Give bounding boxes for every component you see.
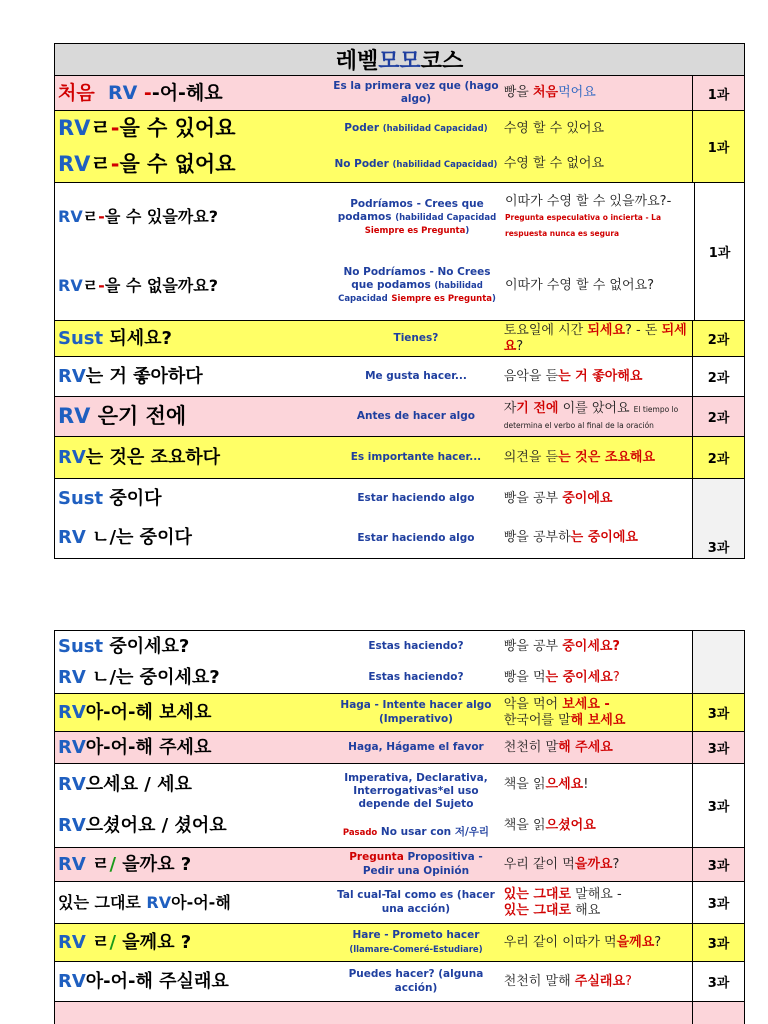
grammar-pattern: RV ㄴ/는 중이세요? xyxy=(58,666,220,688)
lesson-number: 3과 xyxy=(692,732,744,763)
table-row xyxy=(54,321,745,357)
example-sentence: 이따가 수영 할 수 없어요? xyxy=(505,277,655,293)
example-sentence: 의견을 듣는 것은 조요해요 xyxy=(503,449,656,465)
grammar-pattern: RV으셨어요 / 셨어요 xyxy=(58,815,227,837)
example-sentence: 빵을 공부하는 중이에요 xyxy=(503,530,638,546)
spanish-meaning: Es importante hacer... xyxy=(350,450,482,463)
spanish-meaning: No Podríamos - No Crees que podamos (habilidad Capacidad Siempre es Pregunta) xyxy=(338,266,496,305)
lesson-number: 1과 xyxy=(692,76,744,110)
lesson-number: 3과 xyxy=(692,882,744,923)
example-sentence: 토요일에 시간 되세요? - 돈 되세요? xyxy=(503,322,687,354)
example-sentence: 빵을 처음먹어요 xyxy=(503,85,596,101)
title-part: 레벨 xyxy=(335,49,379,74)
example-sentence: 수영 할 수 있어요 xyxy=(503,120,605,136)
example-sentence: 자기 전에 이를 았어요 El tiempo lo determina el verbo al final de la oración xyxy=(503,400,679,430)
spanish-meaning: Estar haciendo algo xyxy=(357,531,475,544)
grammar-pattern: Sust 되세요? xyxy=(58,327,172,349)
lesson-number: 3과 xyxy=(692,694,744,731)
grammar-pattern: RV는 것은 조요하다 xyxy=(58,446,221,468)
example-sentence: 악을 먹어 보세요 - 한국어를 말해 보세요 xyxy=(503,696,626,728)
table-row xyxy=(54,357,745,397)
table-row xyxy=(54,630,745,694)
grammar-pattern: RV아-어-헤 보세요 xyxy=(58,701,212,723)
lesson-number: 2과 xyxy=(692,437,744,478)
grammar-pattern: RVㄹ-을 수 있어요 xyxy=(58,116,236,141)
spanish-meaning: Antes de hacer algo xyxy=(356,409,475,422)
table-row xyxy=(54,848,745,882)
example-sentence: 음악을 듣는 거 좋아해요 xyxy=(503,368,643,384)
spanish-meaning: Podríamos - Crees que podamos (habilidad Capacidad Siempre es Pregunta) xyxy=(337,197,497,236)
table-row xyxy=(54,437,745,479)
grammar-pattern: RV아-어-해 주실래요 xyxy=(58,970,229,992)
lesson-number: 3과 xyxy=(692,848,744,881)
example-sentence: 빵을 공부 중이에요 xyxy=(503,490,613,506)
example-sentence: 책을 읽으셨어요 xyxy=(503,818,596,834)
spanish-meaning: Estas haciendo? xyxy=(368,670,464,683)
spanish-meaning: Poder (habilidad Capacidad) xyxy=(344,122,488,135)
lesson-number: 3과 xyxy=(692,924,744,961)
example-sentence: 우리 같이 먹을까요? xyxy=(503,856,620,872)
table-row xyxy=(54,732,745,764)
example-sentence: 우리 같이 이따가 먹을께요? xyxy=(503,934,662,950)
grammar-pattern: RVㄹ-을 수 없을까요? xyxy=(58,275,218,295)
lesson-number: 1과 xyxy=(694,183,744,320)
example-sentence: 빵을 공부 중이세요? xyxy=(503,638,620,654)
grammar-pattern: RV ㄹ/ 을까요 ? xyxy=(58,853,192,875)
grammar-pattern: 있는 그대로 RV아-어-해 xyxy=(58,892,231,912)
table-row xyxy=(54,882,745,924)
spanish-meaning: Puedes hacer? (alguna acción) xyxy=(348,968,484,994)
grammar-pattern: 처음 RV --어-헤요 xyxy=(58,81,223,104)
page-title xyxy=(54,43,745,75)
table-row xyxy=(54,764,745,848)
title-highlight: 모모 xyxy=(378,49,421,74)
example-sentence: 빵을 먹는 중이세요? xyxy=(503,669,620,685)
table-row-cut xyxy=(54,1002,745,1024)
spanish-meaning: Haga, Hágame el favor xyxy=(348,740,484,753)
title-part: 코스 xyxy=(420,49,464,74)
lesson-number: 3과 xyxy=(692,962,744,1001)
table-row xyxy=(54,397,745,437)
grammar-pattern: RV으세요 / 세요 xyxy=(58,773,192,795)
example-sentence: 수영 할 수 없어요 xyxy=(503,156,605,172)
spanish-meaning: Tienes? xyxy=(393,331,439,344)
spanish-meaning: Estas haciendo? xyxy=(368,639,464,652)
table-row xyxy=(54,75,745,111)
example-sentence: 이따가 수영 할 수 있을까요?- Pregunta especulativa o incierta - La respuesta nunca es segura xyxy=(505,193,672,239)
lesson-number: 3과 xyxy=(692,479,744,558)
table-row xyxy=(54,694,745,732)
grammar-pattern: Sust 중이다 xyxy=(58,487,162,509)
example-sentence: 책을 읽으세요! xyxy=(503,776,589,792)
example-sentence: 있는 그대로 말해요 - 있는 그대로 해요 xyxy=(503,886,622,918)
lesson-number-continued xyxy=(692,631,744,693)
spanish-meaning: Hare - Prometo hacer (llamare-Comeré-Estudiare) xyxy=(349,929,483,955)
table-page-2 xyxy=(54,630,745,1024)
table-page-1 xyxy=(54,43,745,567)
grammar-pattern: RV 은기 전에 xyxy=(58,403,187,428)
spanish-meaning: Pregunta Propositiva - Pedir una Opinión xyxy=(349,851,483,877)
grammar-pattern: Sust 중이세요? xyxy=(58,635,190,657)
table-row-group xyxy=(54,183,745,321)
table-row xyxy=(54,111,745,183)
grammar-pattern: RV아-어-해 주세요 xyxy=(58,736,212,758)
spanish-meaning: Pasado No usar con 저/우리 xyxy=(342,826,490,839)
grammar-pattern: RVㄹ-을 수 있을까요? xyxy=(58,207,218,227)
spanish-meaning: Es la primera vez que (hago algo) xyxy=(333,79,499,105)
spanish-meaning: Tal cual-Tal como es (hacer una acción) xyxy=(337,889,495,915)
table-row xyxy=(54,962,745,1002)
lesson-number: 2과 xyxy=(692,321,744,356)
lesson-number: 2과 xyxy=(692,397,744,436)
grammar-pattern: RV는 거 좋아하다 xyxy=(58,365,203,387)
grammar-pattern: RVㄹ-을 수 없어요 xyxy=(58,151,236,176)
spanish-meaning: Me gusta hacer... xyxy=(365,369,467,382)
table-row xyxy=(54,479,745,559)
spanish-meaning: Imperativa, Declarativa, Interrogativas*el uso depende del Sujeto xyxy=(344,771,488,810)
spanish-meaning: Estar haciendo algo xyxy=(357,492,475,505)
example-sentence: 천천히 말해 주세요 xyxy=(503,739,613,755)
lesson-number: 1과 xyxy=(692,111,744,182)
spanish-meaning: Haga - Intente hacer algo (Imperativo) xyxy=(340,699,492,725)
table-row xyxy=(54,924,745,962)
grammar-pattern: RV ㄹ/ 을께요 ? xyxy=(58,931,192,953)
lesson-number: 3과 xyxy=(692,764,744,847)
spanish-meaning: No Poder (habilidad Capacidad) xyxy=(334,157,498,170)
example-sentence: 천천히 말해 주실래요? xyxy=(503,973,632,989)
lesson-number: 2과 xyxy=(692,357,744,396)
grammar-pattern: RV ㄴ/는 중이다 xyxy=(58,527,192,549)
